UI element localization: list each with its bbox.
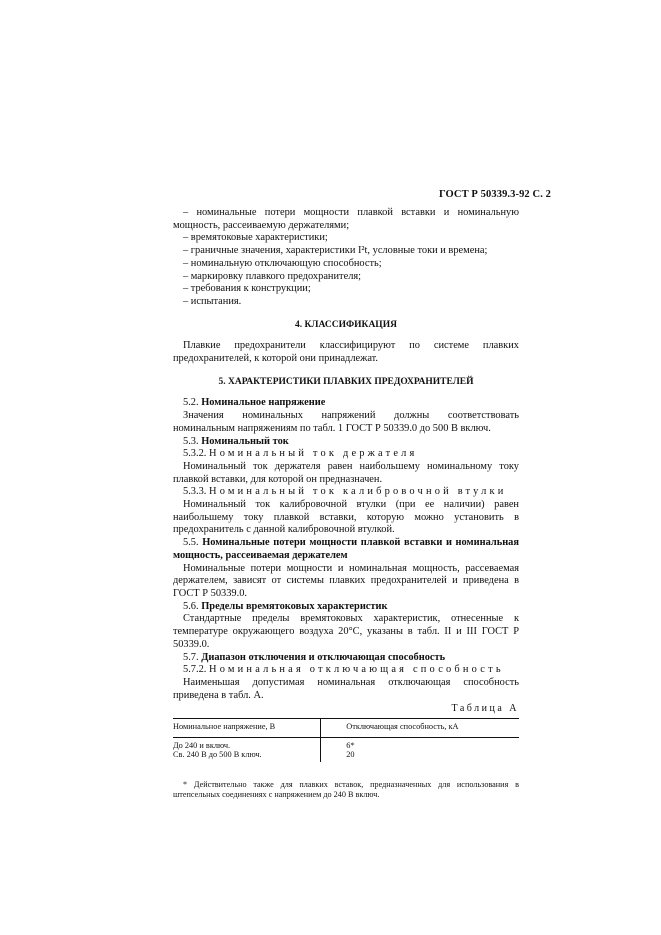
clause-5-3-title <box>173 436 519 449</box>
clause-title: Номинальная отключающая способность <box>209 664 504 676</box>
table-footnote: * Действительно также для плавких вставок, предназначенных для использования в штепсельных соединениях с напряжением до 240 В включ. <box>173 779 519 799</box>
table-row <box>173 737 519 750</box>
clause-5-2-title <box>173 397 519 410</box>
list-item: – граничные значения, характеристики I²t, условные токи и времена; <box>183 245 488 257</box>
clause-title: Номинальный ток держателя <box>209 448 418 460</box>
column-header: Отключающая способность, кА <box>321 719 519 738</box>
clause-5-7-2-title <box>173 664 519 677</box>
clause-5-3-2-title <box>173 448 519 461</box>
clause-number: 5.7. <box>183 651 199 663</box>
clause-number: 5.3. <box>183 435 199 447</box>
table-row <box>173 750 519 762</box>
list-item: – маркировку плавкого предохранителя; <box>183 270 362 282</box>
clause-5-3-3-text: Номинальный ток калибровочной втулки (при ее наличии) равен наибольшему току плавкой вставки, которую можно установить в предохранитель с данной калибровочной втулкой. <box>173 499 519 536</box>
document-body <box>173 207 519 808</box>
clause-number: 5.6. <box>183 600 199 612</box>
clause-5-7-title <box>173 652 519 665</box>
list-item: – номинальную отключающую способность; <box>183 257 382 269</box>
list-item: – испытания. <box>183 295 242 307</box>
clause-5-2-text: Значения номинальных напряжений должны соответствовать номинальным напряжениям по табл. 1 ГОСТ Р 50339.0 до 500 В включ. <box>173 410 519 434</box>
column-header: Номинальное напряжение, В <box>173 719 321 738</box>
table-caption: Таблица А <box>451 703 519 715</box>
page-header: ГОСТ Р 50339.3-92 С. 2 <box>439 189 551 200</box>
clause-5-3-3-title <box>173 486 519 499</box>
table-cell: Св. 240 В до 500 В ключ. <box>173 750 262 760</box>
list-item: – требования к конструкции; <box>183 283 311 295</box>
clause-5-7-2-text: Наименьшая допустимая номинальная отключающая способность приведена в табл. А. <box>173 676 519 701</box>
clause-5-3-2-text: Номинальный ток держателя равен наибольшему номинальному току плавкой вставки, для которой он предназначен. <box>173 460 519 485</box>
clause-title: Диапазон отключения и отключающая способность <box>201 651 446 663</box>
clause-number: 5.3.2. <box>183 448 207 460</box>
table-cell: 6* <box>321 737 519 750</box>
list-item: – времятоковые характеристики; <box>183 232 328 244</box>
clause-5-5-text: Номинальные потери мощности и номинальная мощность, рассеваемая держателем, зависят от системы плавких предохранителей и приведена в ГОСТ Р 50339.0. <box>173 562 519 599</box>
clause-title: Номинальные потери мощности плавкой вставки и номинальная мощность, рассеиваемая держателем <box>173 537 520 561</box>
section-4-text: Плавкие предохранители классифицируют по системе плавких предохранителей, к которой они принадлежат. <box>173 340 519 365</box>
table-header-row <box>173 719 519 738</box>
clause-title: Пределы времятоковых характеристик <box>201 600 388 612</box>
clause-number: 5.3.3. <box>183 486 207 498</box>
clause-number: 5.7.2. <box>183 664 207 676</box>
table-cell: 20 <box>321 750 519 762</box>
table-a <box>173 718 519 762</box>
clause-number: 5.5. <box>183 537 199 549</box>
table-cell: До 240 и включ. <box>173 740 231 750</box>
clause-5-5-title <box>173 537 519 562</box>
section-5-heading: 5. ХАРАКТЕРИСТИКИ ПЛАВКИХ ПРЕДОХРАНИТЕЛЕЙ <box>218 376 474 387</box>
clause-5-6-text: Стандартные пределы времятоковых характеристик, отнесенные к температуре окружающего воздуха 20°С, указаны в табл. II и III ГОСТ Р 50339.0. <box>173 613 519 650</box>
clause-title: Номинальный ток <box>201 435 289 447</box>
clause-number: 5.2. <box>183 397 199 409</box>
clause-5-6-title <box>173 601 519 614</box>
clause-title: Номинальный ток калибровочной втулки <box>209 486 507 498</box>
section-4-heading: 4. КЛАССИФИКАЦИЯ <box>295 319 397 330</box>
list-item: – номинальные потери мощности плавкой вставки и номинальную мощность, рассеиваемую держателями; <box>173 207 519 231</box>
clause-title: Номинальное напряжение <box>201 397 326 409</box>
